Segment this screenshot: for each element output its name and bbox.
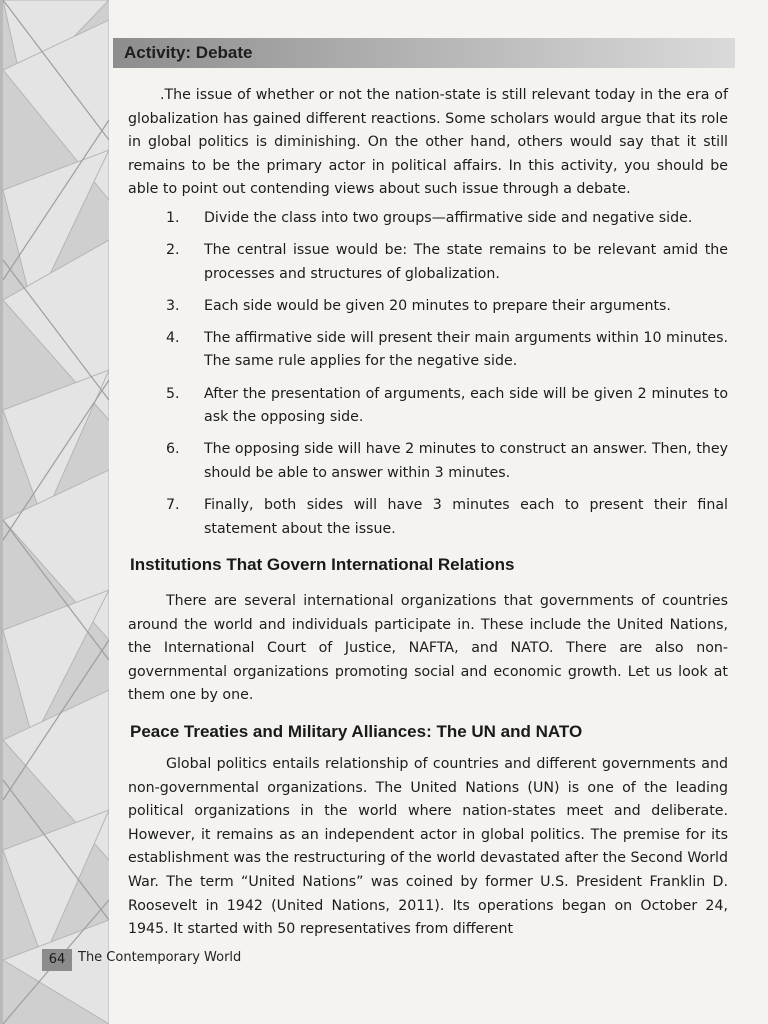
debate-step [166,494,728,541]
activity-title: Activity: Debate [124,43,253,62]
step-number: 4. [166,329,180,346]
treaties-paragraph: Global politics entails relationship of countries and different governments and non-governmental organizations. The United Nations (UN) is one of the leading political organizations in the world where nation-states meet and deliberate. However, it remains as an independent actor in global politics. The premise for its establishment was the restructuring of the world devastated after the Second World War. The term “United Nations” was coined by former U.S. President Franklin D. Roosevelt in 1942 (United Nations, 2011). Its operations began on October 24, 1945. It started with 50 representatives from different [128,756,728,938]
triangle-pattern-graphic [3,0,109,1024]
debate-step [166,438,728,485]
step-number: 6. [166,441,180,458]
debate-step [166,207,728,231]
debate-step [166,239,728,286]
debate-step [166,383,728,430]
debate-steps-list [166,207,728,550]
step-text: The affirmative side will present their main arguments within 10 minutes. The same rule applies for the negative side. [204,329,728,370]
step-text: The central issue would be: The state remains to be relevant amid the processes and structures of globalization. [204,242,728,282]
step-number: 5. [166,385,180,402]
institutions-heading: Institutions That Govern International Relations [130,555,515,574]
treaties-heading: Peace Treaties and Military Alliances: The UN and NATO [130,722,583,741]
institutions-paragraph: There are several international organizations that governments of countries around the world and individuals participate in. These include the United Nations, the International Court of Justice, NAFTA, and NATO. There are also non-governmental organizations promoting social and economic growth. Let us look at them one by one. [128,593,728,704]
decorative-side-band [3,0,109,1024]
step-number: 3. [166,297,180,314]
step-number: 1. [166,210,180,226]
step-text: Finally, both sides will have 3 minutes each to present their final statement about the issue. [204,496,728,537]
debate-step [166,327,728,374]
step-number: 2. [166,242,180,259]
step-text: The opposing side will have 2 minutes to construct an answer. Then, they should be able to answer within 3 minutes. [204,441,728,481]
step-number: 7. [166,496,180,513]
footer-book-title: The Contemporary World [78,950,242,965]
debate-step [166,295,728,319]
activity-intro-paragraph: .The issue of whether or not the nation-state is still relevant today in the era of globalization has gained different reactions. Some scholars would argue that its role in global politics is diminishing. On the other hand, others would say that it still remains to be the primary actor in political affairs. In this activity, you should be able to point out contending views about such issue through a debate. [128,87,728,198]
step-text: Each side would be given 20 minutes to prepare their arguments. [204,297,671,314]
step-text: Divide the class into two groups—affirmative side and negative side. [204,210,693,226]
page-number-badge: 64 [42,949,72,971]
step-text: After the presentation of arguments, each side will be given 2 minutes to ask the opposing side. [204,385,728,426]
